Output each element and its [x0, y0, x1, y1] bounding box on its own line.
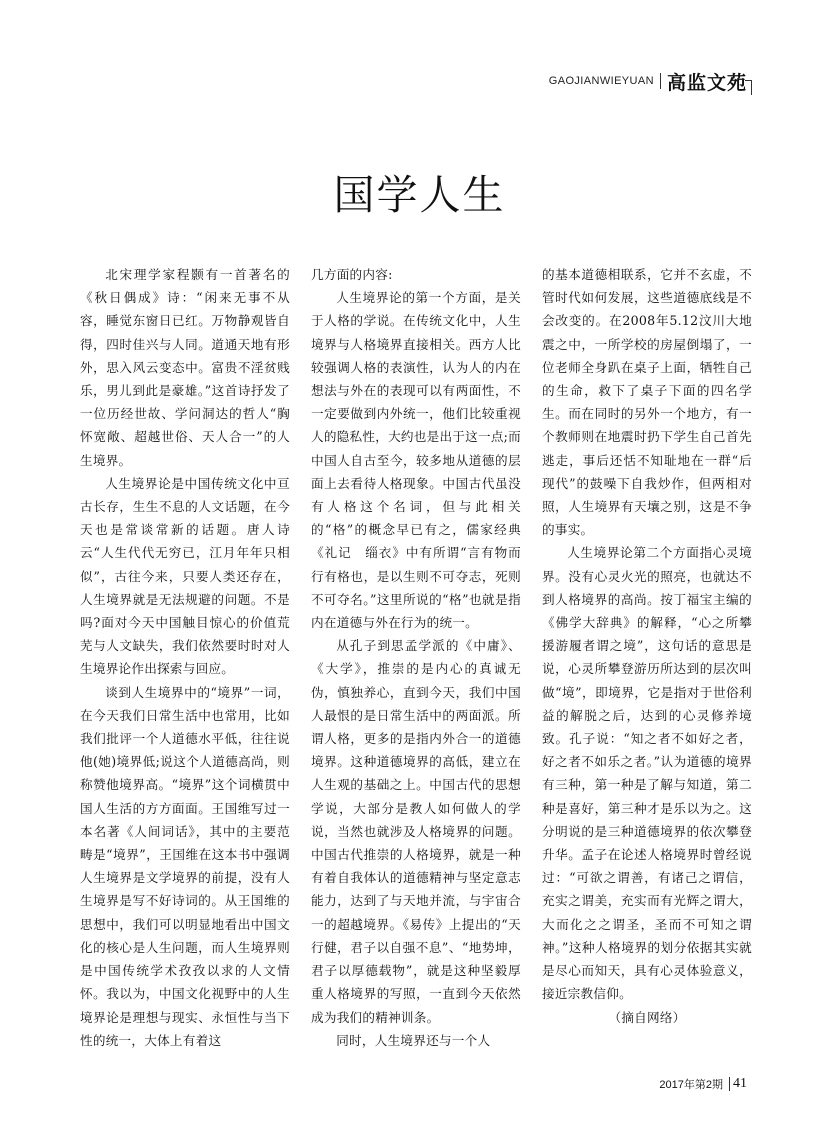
paragraph: 的基本道德相联系，它并不玄虚，不管时代如何发展，这些道德底线是不会改变的。在2008年5.12汶川大地震之中，一所学校的房屋倒塌了，一位老师全身趴在桌子上面，牺牲自己的生命，救下了桌子下面的四名学生。而在同时的另外一个地方，有一个教师则在地震时扔下学生自己首先逃走，事后还恬不知耻地在一群“后现代”的鼓噪下自我炒作，但两相对照，人生境界有天壤之别，这是不争的事实。	[542, 267, 752, 538]
paragraph: 人生境界论的第一个方面，是关于人格的学说。在传统文化中，人生境界与人格境界直接相关。西方人比较强调人格的表演性，认为人的内在想法与外在的表现可以有两面性，不一定要做到内外统一，他们比较重视人的隐私性，大约也是出于这一点;而中国人自古至今，较多地从道德的层面上去看待人格现象。中国古代虽没有人格这个名词，但与此相关的“格”的概念早已有之，儒家经典《礼记 缁衣》中有所谓“言有物而行有格也，是以生则不可夺志，死则不可夺名。”这里所说的“格”也就是指内在道德与外在行为的统一。	[311, 290, 521, 631]
paragraph: 几方面的内容:	[311, 267, 393, 282]
page-footer	[659, 1076, 747, 1092]
paragraph: 谈到人生境界中的“境界”一词，在今天我们日常生活中也常用，比如我们批评一个人道德水平低，往往说他(她)境界低;说这个人道德高尚，则称赞他境界高。“境界”这个词横贯中国人生活的方方面面。王国维写过一本名著《人间词话》，其中的主要范畴是“境界”，王国维在这本书中强调人生境界是文学境界的前提，没有人生境界是写不好诗词的。从王国维的思想中，我们可以明显地看出中国文化的核心是人生问题，而人生境界则是中国传统学术孜孜以求的人文情怀。我以为，中国文化视野中的人生境界论是理想与现实、永恒性与当下性的统一，大体上有着这	[80, 684, 290, 1048]
page-number: 41	[733, 1076, 747, 1091]
magazine-header	[549, 66, 747, 96]
text-column-3	[542, 263, 752, 1073]
text-column-2	[311, 263, 521, 1073]
issue-label: 2017年第2期	[659, 1079, 723, 1091]
paragraph: 北宋理学家程颢有一首著名的《秋日偶成》诗：“闲来无事不从容，睡觉东窗日已红。万物静观皆自得，四时佳兴与人同。道通天地有形外，思入风云变态中。富贵不淫贫贱乐，男儿到此是豪雄。”这首诗抒发了一位历经世故、学问洞达的哲人“胸怀宽敞、超越世俗、天人合一”的人生境界。	[80, 267, 290, 468]
article-body	[80, 263, 752, 1073]
header-corner-mark	[745, 80, 752, 95]
header-divider	[660, 73, 661, 89]
paragraph: 同时，人生境界还与一个人	[336, 1032, 491, 1048]
paragraph: 人生境界论是中国传统文化中亘古长存，生生不息的人文话题，在今天也是常谈常新的话题。唐人诗云“人生代代无穷已，江月年年只相似”，古往今来，只要人类还存在，人生境界就是无法规避的问题。不是吗?面对今天中国触目惊心的价值荒芜与人文缺失，我们依然要时时对人生境界论作出探索与回应。	[80, 475, 290, 677]
header-column-name: 高监文苑	[666, 71, 747, 94]
source-credit: （摘自网络）	[608, 1009, 686, 1025]
footer-divider	[729, 1077, 730, 1091]
paragraph: 从孔子到思孟学派的《中庸》、《大学》，推崇的是内心的真诚无伪，慎独养心，直到今天，我们中国人最恨的是日常生活中的两面派。所谓人格，更多的是指内外合一的道德境界。这种道德境界的高低，建立在人生观的基础之上。中国古代的思想学说，大部分是教人如何做人的学说，当然也就涉及人格境界的问题。中国古代推崇的人格境界，就是一种有着自我体认的道德精神与坚定意志能力，达到了与天地并流，与宇宙合一的超越境界。《易传》上提出的“天行健，君子以自强不息”、“地势坤，君子以厚德载物”，就是这种坚毅厚重人格境界的写照，一直到今天依然成为我们的精神训条。	[311, 638, 521, 1025]
text-column-1	[80, 263, 290, 1073]
header-column-latin: GAOJIANWIEYUAN	[548, 75, 654, 87]
article-title: 国学人生	[333, 171, 506, 219]
paragraph: 人生境界论第二个方面指心灵境界。没有心灵火光的照亮，也就达不到人格境界的高尚。按丁福宝主编的《佛学大辞典》的解释，“心之所攀援游履者谓之境”，这句话的意思是说，心灵所攀登游历所达到的层次叫做“境”，即境界，它是指对于世俗利益的解脱之后，达到的心灵修养境致。孔子说：“知之者不如好之者，好之者不如乐之者。”认为道德的境界有三种，第一种是了解与知道，第二种是喜好，第三种才是乐以为之。这分明说的是三种道德境界的依次攀登升华。孟子在论述人格境界时曾经说过：“可欲之谓善，有诸己之谓信，充实之谓美，充实而有光辉之谓大，大而化之之谓圣，圣而不可知之谓神。”这种人格境界的划分依据其实就是尽心而知天，具有心灵体验意义，接近宗教信仰。	[542, 545, 752, 1002]
